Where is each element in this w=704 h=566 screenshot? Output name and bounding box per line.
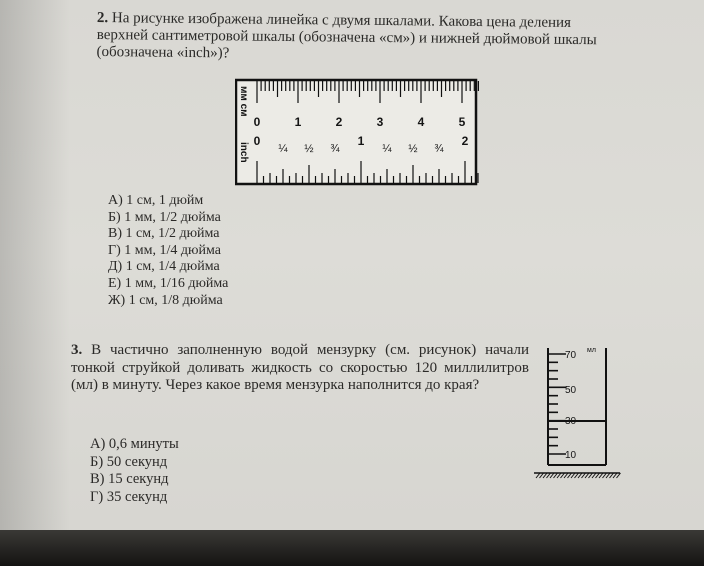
answer-option-b[interactable]: Б) 1 мм, 1/2 дюйма — [108, 209, 221, 225]
answer-option-a[interactable]: А) 1 см, 1 дюйм — [108, 193, 204, 208]
inch-label: ½ — [408, 143, 418, 155]
question-2-text — [96, 10, 607, 66]
cm-label: 4 — [417, 115, 425, 129]
measuring-cylinder-figure — [532, 340, 622, 485]
question-3-text — [71, 342, 529, 395]
answer-option-v[interactable]: В) 15 секунд — [90, 471, 169, 487]
answer-option-e[interactable]: Е) 1 мм, 1/16 дюйма — [108, 275, 229, 291]
answer-option-b[interactable]: Б) 50 секунд — [90, 453, 168, 470]
answer-option-d[interactable]: Д) 1 см, 1/4 дюйма — [108, 259, 220, 275]
answer-option-g[interactable]: Г) 1 мм, 1/4 дюйма — [108, 242, 221, 258]
inch-label: ¾ — [434, 143, 444, 155]
question-2-number: 2. — [96, 10, 109, 27]
answer-option-zh[interactable]: Ж) 1 см, 1/8 дюйма — [108, 292, 223, 308]
question-2-line-1: На рисунке изображена линейка с двумя шкалами. Какова цена деления — [111, 10, 572, 31]
question-2-line-2: верхней сантиметровой шкалы (обозначена «см») и нижней дюймовой шкалы — [96, 26, 597, 49]
table-edge — [0, 530, 704, 566]
question-3-body: В частично заполненную водой мензурку (см. рисунок) начали тонкой струйкой доливать жидкость со скоростью 120 миллилитров (мл) в минуту. Через какое время мензурка наполнится до края? — [71, 342, 530, 393]
ruler-figure — [235, 78, 479, 188]
cylinder-label-70: 70 — [565, 350, 577, 361]
cm-label: 0 — [253, 115, 261, 129]
page-shadow — [0, 0, 70, 566]
answer-option-a[interactable]: А) 0,6 минуты — [90, 436, 179, 452]
ruler-body — [236, 80, 476, 184]
cm-label: 2 — [335, 115, 343, 129]
question-3-options — [90, 436, 179, 506]
question-2-options — [108, 193, 228, 309]
question-2-line-3: (обозначена «inch»)? — [96, 43, 230, 62]
cm-label: 3 — [376, 115, 384, 129]
cylinder-ticks — [549, 354, 566, 454]
inch-label: ¼ — [382, 143, 392, 155]
inch-label: 1 — [357, 134, 365, 148]
cylinder-unit: мл — [587, 347, 596, 354]
inch-scale-label: inch — [238, 142, 249, 163]
cm-label: 1 — [294, 115, 302, 129]
cylinder-label-10: 10 — [565, 450, 577, 461]
question-3-number: 3. — [71, 342, 83, 358]
cm-scale-label: мм см — [238, 86, 249, 117]
cylinder-label-50: 50 — [565, 385, 577, 396]
inch-label: ¼ — [278, 143, 288, 155]
inch-label: ½ — [304, 143, 314, 155]
inch-label: ¾ — [330, 143, 340, 155]
inch-label: 2 — [461, 134, 469, 148]
answer-option-g[interactable]: Г) 35 секунд — [90, 488, 168, 505]
cylinder-label-30: 30 — [565, 416, 577, 427]
answer-option-v[interactable]: В) 1 см, 1/2 дюйма — [108, 226, 220, 242]
cm-label: 5 — [458, 115, 466, 129]
inch-label: 0 — [253, 134, 261, 148]
